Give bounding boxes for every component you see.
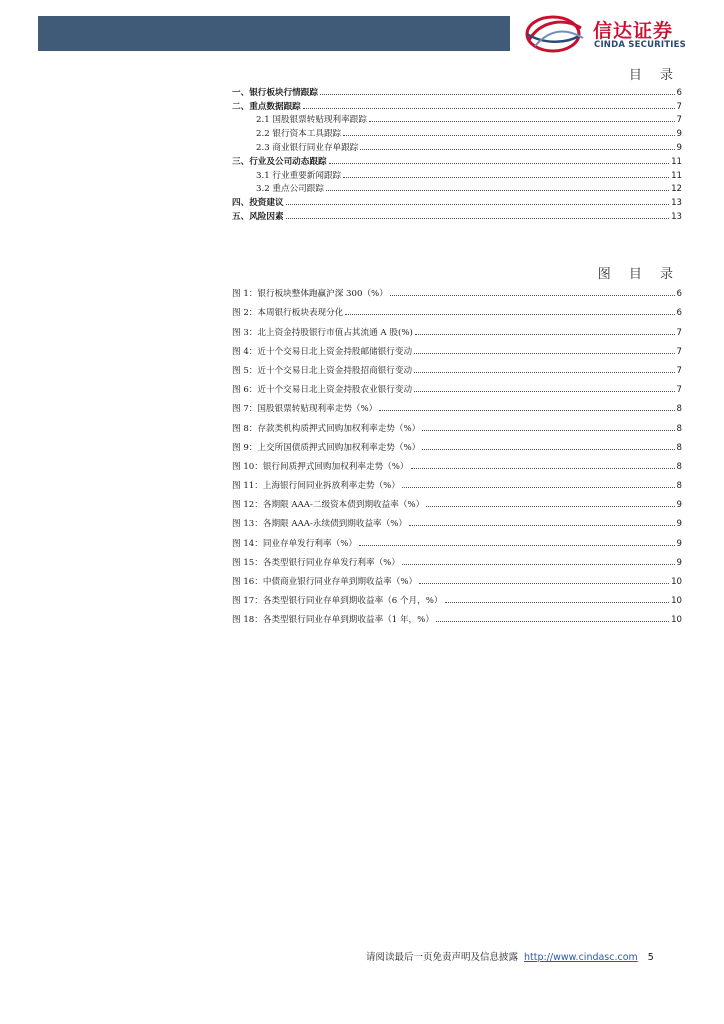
- leader-dots: [320, 94, 675, 95]
- figure-entry[interactable]: [232, 338, 682, 357]
- toc-entry-label: 3.2 重点公司跟踪: [256, 184, 324, 195]
- figure-entry[interactable]: [232, 568, 682, 587]
- toc-entry-page: 13: [671, 211, 682, 222]
- toc-entry-label: 五、风险因素: [232, 211, 284, 222]
- toc-entry-page: 11: [671, 156, 682, 167]
- leader-dots: [286, 204, 669, 205]
- figure-entry-page: 8: [676, 461, 682, 472]
- leader-dots: [402, 564, 675, 565]
- figure-entry[interactable]: [232, 395, 682, 414]
- toc-entry-label: 三、行业及公司动态跟踪: [232, 156, 327, 167]
- leader-dots: [359, 545, 675, 546]
- figure-entry-label: 图 13：各期限 AAA-永续债到期收益率（%）: [232, 519, 407, 530]
- figure-entry[interactable]: [232, 414, 682, 433]
- leader-dots: [415, 334, 675, 335]
- leader-dots: [409, 525, 675, 526]
- toc-entry-page: 7: [676, 101, 682, 112]
- leader-dots: [379, 410, 674, 411]
- leader-dots: [414, 372, 674, 373]
- figure-entry[interactable]: [232, 376, 682, 395]
- toc-entry[interactable]: [232, 84, 682, 98]
- figure-entry-page: 9: [676, 557, 682, 568]
- cinda-logo: [521, 14, 701, 54]
- figure-entry-label: 图 11：上海银行间同业拆放利率走势（%）: [232, 481, 400, 492]
- toc-entry-label: 四、投资建议: [232, 198, 284, 209]
- toc-entry-page: 9: [676, 142, 682, 153]
- page-footer: [366, 949, 654, 963]
- leader-dots: [414, 391, 674, 392]
- leader-dots: [343, 177, 669, 178]
- figure-entry[interactable]: [232, 318, 682, 337]
- footer-page-number: 5: [647, 952, 654, 963]
- toc-entry[interactable]: [232, 181, 682, 195]
- figure-entry-label: 图 8：存款类机构质押式回购加权利率走势（%）: [232, 423, 421, 434]
- figure-entry-label: 图 10：银行间质押式回购加权利率走势（%）: [232, 461, 409, 472]
- leader-dots: [303, 108, 675, 109]
- figure-entry-page: 8: [676, 423, 682, 434]
- figure-entry-page: 6: [676, 289, 682, 300]
- figure-entry-label: 图 7：国股银票转贴现利率走势（%）: [232, 404, 378, 415]
- figure-list-title: 图 目 录: [597, 267, 680, 282]
- leader-dots: [390, 295, 675, 296]
- leader-dots: [329, 163, 670, 164]
- toc-entry-page: 7: [676, 115, 682, 126]
- leader-dots: [422, 430, 674, 431]
- figure-entry-label: 图 12：各期限 AAA-二级资本债到期收益率（%）: [232, 500, 425, 511]
- leader-dots: [360, 149, 674, 150]
- figure-entry-page: 7: [676, 346, 682, 357]
- table-of-contents: [232, 84, 682, 222]
- header-band: [38, 16, 510, 51]
- figure-entry[interactable]: [232, 472, 682, 491]
- toc-entry[interactable]: [232, 98, 682, 112]
- figure-entry-page: 9: [676, 519, 682, 530]
- figure-entry[interactable]: [232, 606, 682, 625]
- figure-entry-label: 图 9：上交所国债质押式回购加权利率走势（%）: [232, 442, 421, 453]
- leader-dots: [411, 468, 675, 469]
- cinda-globe-icon: [521, 14, 589, 54]
- figure-entry-page: 7: [676, 327, 682, 338]
- figure-entry-page: 7: [676, 385, 682, 396]
- toc-entry-label: 2.3 商业银行同业存单跟踪: [256, 142, 359, 153]
- figure-entry[interactable]: [232, 491, 682, 510]
- leader-dots: [426, 506, 674, 507]
- leader-dots: [345, 314, 674, 315]
- toc-entry-page: 6: [676, 87, 682, 98]
- figure-entry-label: 图 5：近十个交易日北上资金持股招商银行变动: [232, 365, 413, 376]
- footer-disclaimer: 请阅读最后一页免责声明及信息披露: [366, 952, 519, 963]
- figure-entry[interactable]: [232, 299, 682, 318]
- figure-entry-page: 6: [676, 308, 682, 319]
- figure-entry[interactable]: [232, 453, 682, 472]
- figure-entry-label: 图 15：各类型银行同业存单发行利率（%）: [232, 557, 400, 568]
- figure-entry-label: 图 16：中债商业银行同业存单到期收益率（%）: [232, 577, 418, 587]
- footer-website-link[interactable]: http://www.cindasc.com: [524, 952, 638, 963]
- figure-entry-label: 图 4：近十个交易日北上资金持股邮储银行变动: [232, 346, 413, 357]
- leader-dots: [419, 583, 669, 584]
- leader-dots: [436, 621, 669, 622]
- toc-entry-label: 2.1 国股银票转贴现利率跟踪: [256, 115, 367, 126]
- figure-entry[interactable]: [232, 587, 682, 606]
- toc-entry[interactable]: [232, 112, 682, 126]
- figure-entry-label: 图 17：各类型银行同业存单到期收益率（6 个月，%）: [232, 596, 443, 607]
- logo-chinese-name: 信达证券: [593, 20, 674, 42]
- figure-entry-label: 图 1：银行板块整体跑赢沪深 300（%）: [232, 289, 388, 300]
- figure-entry-page: 8: [676, 404, 682, 415]
- figure-entry-page: 9: [676, 500, 682, 511]
- logo-english-name: CINDA SECURITIES: [594, 40, 686, 50]
- toc-entry-label: 二、重点数据跟踪: [232, 101, 301, 112]
- toc-entry[interactable]: [232, 208, 682, 222]
- figure-list: [232, 280, 682, 625]
- toc-entry-label: 一、银行板块行情跟踪: [232, 87, 318, 98]
- figure-entry-page: 8: [676, 442, 682, 453]
- toc-entry-label: 2.2 银行资本工具跟踪: [256, 129, 342, 140]
- leader-dots: [286, 218, 669, 219]
- figure-entry-label: 图 18：各类型银行同业存单到期收益率（1 年，%）: [232, 615, 434, 626]
- leader-dots: [402, 487, 675, 488]
- leader-dots: [414, 353, 674, 354]
- toc-entry-page: 13: [671, 198, 682, 209]
- leader-dots: [369, 121, 675, 122]
- figure-entry-page: 10: [671, 615, 682, 626]
- toc-entry[interactable]: [232, 167, 682, 181]
- leader-dots: [445, 602, 670, 603]
- figure-entry-label: 图 14：同业存单发行利率（%）: [232, 538, 357, 549]
- figure-entry-label: 图 3：北上资金持股银行市值占其流通 A 股(%): [232, 327, 413, 338]
- toc-entry[interactable]: [232, 125, 682, 139]
- figure-entry[interactable]: [232, 510, 682, 529]
- figure-entry-page: 9: [676, 538, 682, 549]
- figure-entry-label: 图 2：本周银行板块表现分化: [232, 308, 344, 319]
- leader-dots: [422, 449, 674, 450]
- figure-entry[interactable]: [232, 357, 682, 376]
- figure-entry[interactable]: [232, 549, 682, 568]
- figure-entry-page: 10: [671, 577, 682, 587]
- figure-entry[interactable]: [232, 434, 682, 453]
- toc-entry[interactable]: [232, 139, 682, 153]
- toc-entry[interactable]: [232, 153, 682, 167]
- figure-entry-page: 7: [676, 365, 682, 376]
- leader-dots: [326, 190, 669, 191]
- toc-title: 目 录: [628, 68, 680, 83]
- figure-entry-label: 图 6：近十个交易日北上资金持股农业银行变动: [232, 385, 413, 396]
- toc-entry-label: 3.1 行业重要新闻跟踪: [256, 170, 342, 181]
- leader-dots: [343, 135, 674, 136]
- figure-entry[interactable]: [232, 529, 682, 548]
- figure-entry[interactable]: [232, 280, 682, 299]
- toc-entry-page: 11: [671, 170, 682, 181]
- figure-entry-page: 8: [676, 481, 682, 492]
- figure-entry-page: 10: [671, 596, 682, 607]
- toc-entry-page: 9: [676, 129, 682, 140]
- toc-entry-page: 12: [671, 184, 682, 195]
- toc-entry[interactable]: [232, 194, 682, 208]
